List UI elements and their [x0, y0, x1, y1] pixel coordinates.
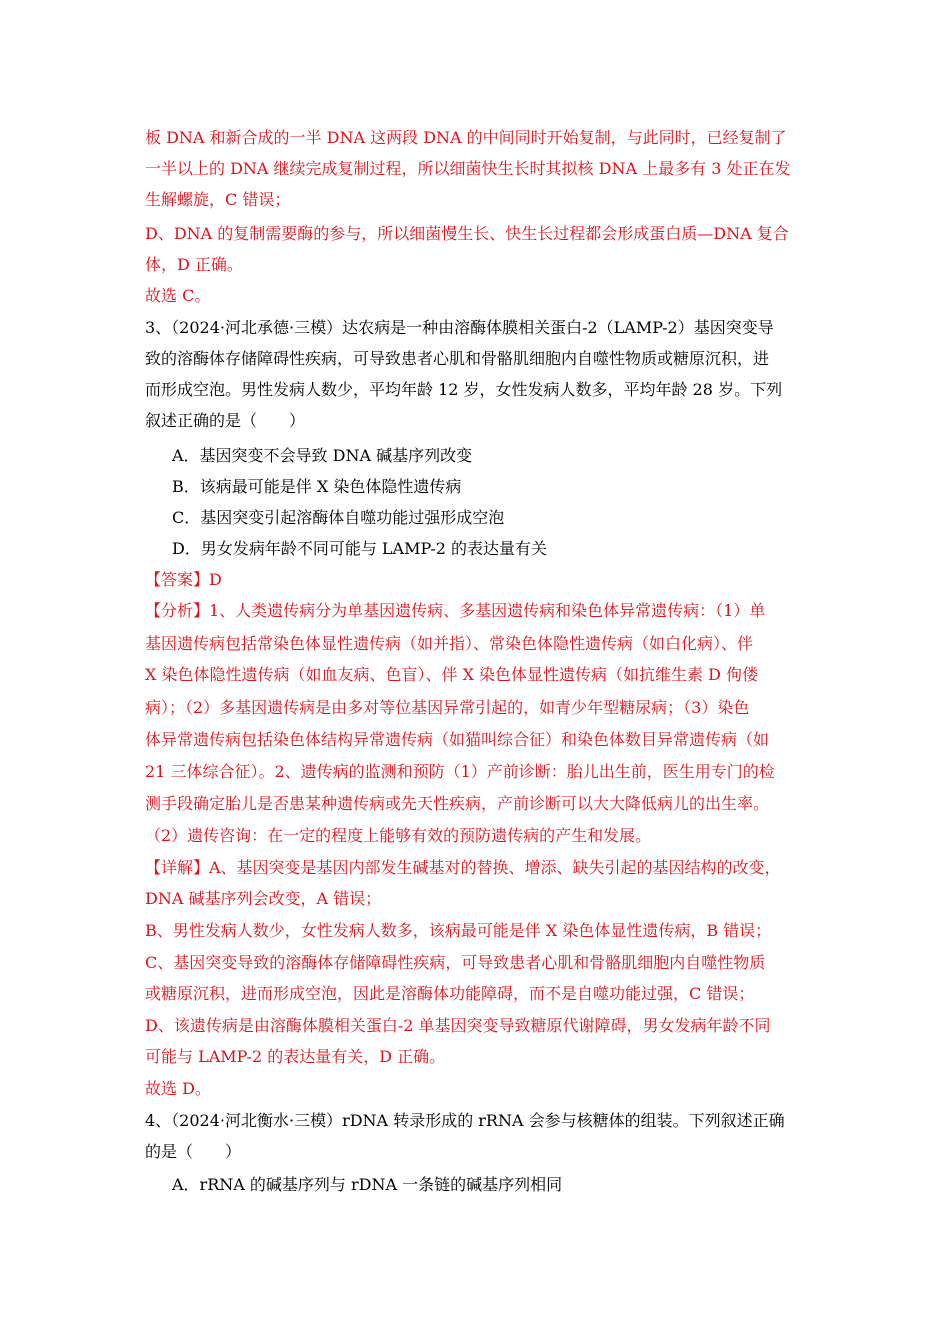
- text-line: 故选 C。: [145, 286, 211, 305]
- question-4-stem: 的是（ ）: [145, 1142, 242, 1161]
- analysis-text: （2）遗传咨询：在一定的程度上能够有效的预防遗传病的产生和发展。: [145, 826, 652, 845]
- answer-line: 【答案】D: [145, 570, 222, 589]
- detail-text: D、该遗传病是由溶酶体膜相关蛋白-2 单基因突变导致糖原代谢障碍，男女发病年龄不同: [145, 1016, 771, 1035]
- text-line: D、DNA 的复制需要酶的参与，所以细菌慢生长、快生长过程都会形成蛋白质—DNA 复合: [145, 224, 789, 243]
- analysis-text: 测手段确定胎儿是否患某种遗传病或先天性疾病，产前诊断可以大大降低病儿的出生率。: [145, 794, 770, 813]
- question-3-stem: 致的溶酶体存储障碍性疾病，可导致患者心肌和骨骼肌细胞内自噬性物质或糖原沉积，进: [145, 349, 770, 368]
- analysis-text: 病）；（2）多基因遗传病是由多对等位基因异常引起的，如青少年型糖尿病；（3）染色: [145, 698, 750, 717]
- detail-text: DNA 碱基序列会改变，A 错误；: [145, 889, 382, 908]
- detail-text: C、基因突变导致的溶酶体存储障碍性疾病，可导致患者心肌和骨骼肌细胞内自噬性物质: [145, 953, 766, 972]
- detail-text: B、男性发病人数少，女性发病人数多，该病最可能是伴 X 染色体显性遗传病，B 错误；: [145, 921, 772, 940]
- question-3-stem: 而形成空泡。男性发病人数少，平均年龄 12 岁，女性发病人数多，平均年龄 28 岁。下列: [145, 380, 783, 399]
- text-line: 生解螺旋，C 错误；: [145, 190, 291, 209]
- question-3-stem: 叙述正确的是（ ）: [145, 411, 306, 430]
- analysis-text: 基因遗传病包括常染色体显性遗传病（如并指）、常染色体隐性遗传病（如白化病）、伴: [145, 634, 754, 653]
- analysis-text: 21 三体综合征）。2、遗传病的监测和预防（1）产前诊断：胎儿出生前，医生用专门的检: [145, 762, 775, 781]
- option-a: A．基因突变不会导致 DNA 碱基序列改变: [172, 446, 473, 465]
- question-3-stem: 3、（2024·河北承德·三模）达农病是一种由溶酶体膜相关蛋白-2（LAMP-2）基因突变导: [145, 318, 774, 337]
- detail-text: 【详解】A、基因突变是基因内部发生碱基对的替换、增添、缺失引起的基因结构的改变，: [145, 858, 781, 877]
- detail-text: 可能与 LAMP-2 的表达量有关，D 正确。: [145, 1047, 446, 1066]
- text-line: 体，D 正确。: [145, 255, 243, 274]
- option-c: C．基因突变引起溶酶体自噬功能过强形成空泡: [172, 508, 505, 527]
- text-line: 板 DNA 和新合成的一半 DNA 这两段 DNA 的中间同时开始复制，与此同时，已经复制了: [145, 128, 787, 147]
- option-a: A．rRNA 的碱基序列与 rDNA 一条链的碱基序列相同: [172, 1175, 563, 1194]
- detail-text: 或糖原沉积，进而形成空泡，因此是溶酶体功能障碍，而不是自噬功能过强，C 错误；: [145, 984, 755, 1003]
- detail-text: 故选 D。: [145, 1079, 211, 1098]
- question-4-stem: 4、（2024·河北衡水·三模）rDNA 转录形成的 rRNA 会参与核糖体的组装。下列叙述正确: [145, 1111, 785, 1130]
- analysis-text: 体异常遗传病包括染色体结构异常遗传病（如猫叫综合征）和染色体数目异常遗传病（如: [145, 730, 770, 749]
- option-d: D．男女发病年龄不同可能与 LAMP-2 的表达量有关: [172, 539, 548, 558]
- text-line: 一半以上的 DNA 继续完成复制过程，所以细菌快生长时其拟核 DNA 上最多有 3 处正在发: [145, 159, 791, 178]
- analysis-text: 【分析】1、人类遗传病分为单基因遗传病、多基因遗传病和染色体异常遗传病：（1）单: [145, 601, 766, 620]
- analysis-text: X 染色体隐性遗传病（如血友病、色盲）、伴 X 染色体显性遗传病（如抗维生素 D 佝偻: [145, 665, 759, 684]
- option-b: B．该病最可能是伴 X 染色体隐性遗传病: [172, 477, 462, 496]
